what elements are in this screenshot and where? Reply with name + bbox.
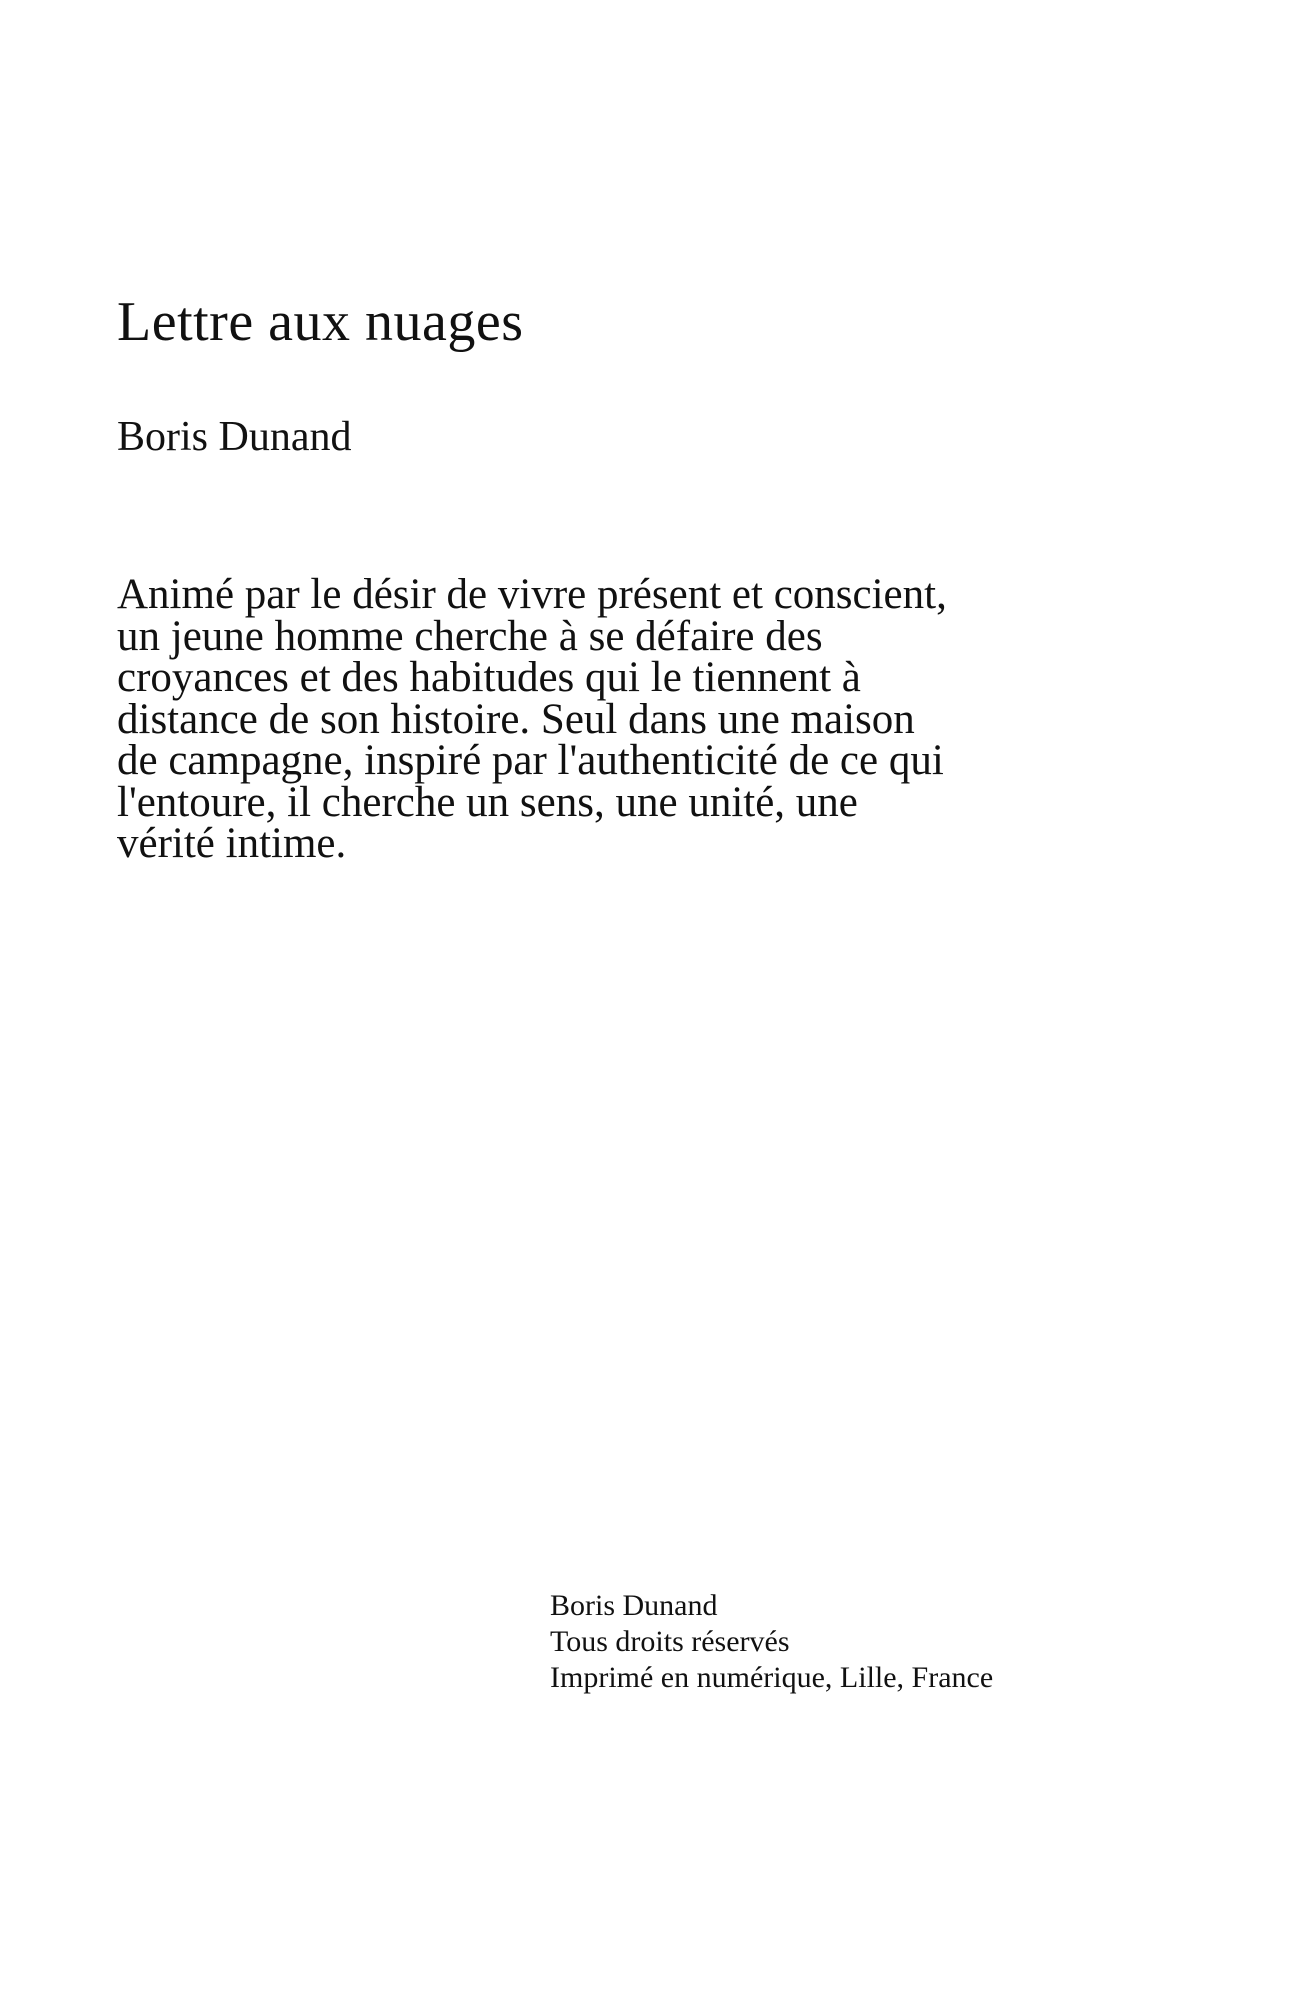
book-summary: Animé par le désir de vivre présent et conscient, un jeune homme cherche à se défaire des croyances et des habitudes qui le tiennent à distance de son histoire. Seul dans une maison de campagne, inspiré par l'authenticité de ce qui l'entoure, il cherche un sens, une unité, une vérité intime. bbox=[117, 571, 947, 867]
author-name: Boris Dunand bbox=[117, 414, 352, 460]
imprint-author: Boris Dunand bbox=[550, 1589, 718, 1622]
imprint-rights: Tous droits réservés bbox=[550, 1625, 790, 1658]
imprint-block bbox=[550, 1588, 993, 1696]
imprint-printing: Imprimé en numérique, Lille, France bbox=[550, 1661, 994, 1694]
book-title: Lettre aux nuages bbox=[117, 291, 524, 353]
